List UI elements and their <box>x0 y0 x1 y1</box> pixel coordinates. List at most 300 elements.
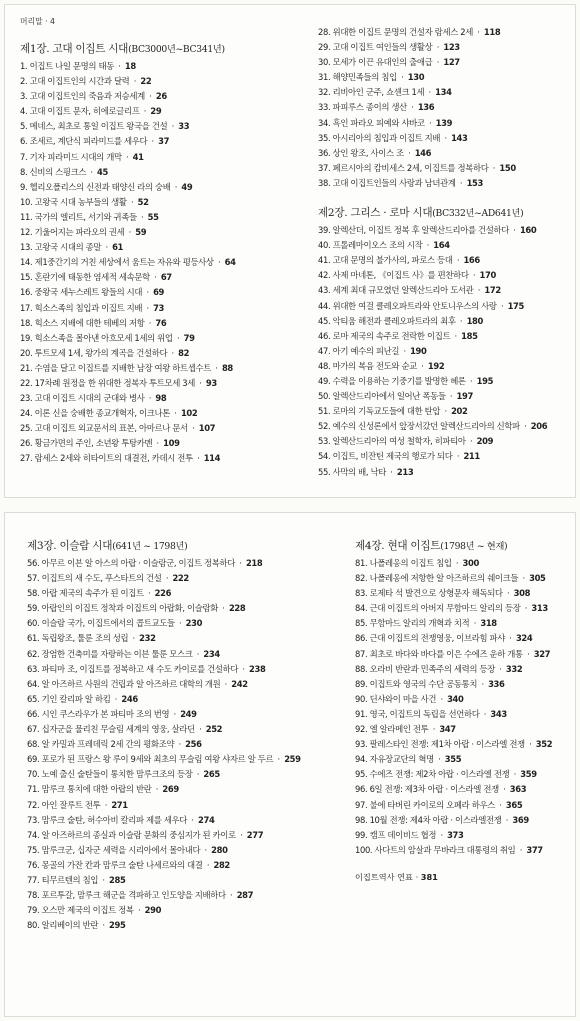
toc-separator: · <box>507 633 514 644</box>
toc-entry <box>20 436 298 451</box>
toc-entry <box>318 70 573 85</box>
toc-entry <box>355 843 573 858</box>
toc-entry-title: 19. 힉소스족을 몰아낸 아흐모세 1세의 위업 <box>20 332 173 343</box>
toc-entry-title: 74. 알 아즈하르의 종실과 이슬람 문화의 중심지가 된 카이로 <box>27 829 236 840</box>
toc-entry <box>20 225 298 240</box>
toc-entry-title: 55. 사막의 배, 낙타 <box>318 466 386 477</box>
toc-entry-title: 59. 아랍인의 이집트 정착과 이집트의 아랍화, 이슬람화 <box>27 603 218 614</box>
toc-entry-page: 308 <box>513 588 531 599</box>
toc-entry-title: 27. 람세스 2세와 히타이트의 대결전, 카데시 전투 <box>20 453 193 464</box>
toc-entry-title: 57. 이집트의 새 수도, 푸스타트의 건설 <box>27 573 162 584</box>
toc-separator: · <box>100 874 108 885</box>
toc-separator: · <box>447 391 455 402</box>
toc-entry-title: 46. 로마 제국의 속주로 전락한 이집트 <box>318 330 451 341</box>
toc-entry-page: 79 <box>183 332 195 343</box>
toc-entry <box>27 813 335 828</box>
toc-entry <box>27 798 335 813</box>
toc-separator: · <box>146 91 154 102</box>
toc-entry-page: 123 <box>443 42 460 53</box>
toc-entry-page: 45 <box>97 166 109 177</box>
toc-entry-page: 359 <box>520 769 537 780</box>
toc-separator: · <box>220 603 227 614</box>
toc-entry-page: 324 <box>515 633 533 644</box>
toc-entry-page: 287 <box>236 890 254 901</box>
toc-entry-page: 55 <box>147 211 159 222</box>
toc-separator: · <box>189 423 197 434</box>
toc-entry-title: 54. 이집트, 비잔틴 제국의 행로가 되다 <box>318 451 453 462</box>
toc-entry-page: 18 <box>124 61 136 71</box>
toc-entry-page: 277 <box>246 829 264 840</box>
toc-entry-page: 332 <box>505 663 523 674</box>
toc-entry-title: 69. 포로가 된 프랑스 왕 루이 9세와 최초의 무슬림 여왕 샤자르 알 두르 <box>27 754 274 765</box>
toc-entry <box>27 828 335 843</box>
toc-separator: · <box>526 739 534 750</box>
toc-separator: · <box>490 162 498 173</box>
toc-entry-page: 49 <box>181 181 193 192</box>
toc-entry-page: 313 <box>531 603 548 614</box>
toc-separator: · <box>438 829 446 840</box>
toc-entry-title: 63. 파티마 조, 이집트를 정복하고 새 수도 카이로를 건설하다 <box>27 663 239 674</box>
toc-entry <box>355 707 573 722</box>
toc-separator: · <box>169 347 177 358</box>
toc-entry <box>318 146 573 161</box>
toc-entry <box>318 404 573 419</box>
toc-entry-title: 9. 헬리오폴리스의 신전과 태양신 라의 숭배 <box>20 181 171 192</box>
toc-entry-page: 305 <box>529 573 546 584</box>
toc-separator: · <box>172 408 179 419</box>
toc-entry-title: 42. 사제 마네톤, 《이집트 사》를 편찬하다 <box>318 270 469 281</box>
toc-entry-title: 30. 모세가 이끈 유대인의 출애급 <box>318 57 433 68</box>
toc-entry-title: 43. 세계 최대 규모였던 알렉산드리아 도서관 <box>318 285 474 296</box>
toc-entry-title: 88. 오라비 반란과 민족주의 세력의 등장 <box>355 663 495 674</box>
toc-separator: · <box>131 76 139 87</box>
toc-separator: · <box>149 136 157 147</box>
toc-entry <box>318 374 573 389</box>
toc-entry-page: 130 <box>407 72 425 83</box>
chapter-period: (641년 ~ 1798년) <box>112 541 188 552</box>
toc-separator: · <box>454 451 462 462</box>
toc-separator: · <box>522 603 530 614</box>
toc-separator: · <box>144 287 152 298</box>
toc-separator: · <box>194 648 202 659</box>
toc-right-column <box>318 25 573 480</box>
toc-entry-title: 28. 위대한 이집트 문명의 건설자 람세스 2세 <box>318 27 473 37</box>
toc-separator: · <box>438 693 446 704</box>
toc-entry-page: 249 <box>180 708 197 719</box>
toc-entry-title: 26. 황금가면의 주인, 소년왕 투탕카멘 <box>20 438 153 449</box>
toc-separator: · <box>176 618 184 629</box>
toc-entry <box>20 104 298 119</box>
toc-separator: · <box>102 799 110 810</box>
toc-separator: · <box>189 814 196 825</box>
toc-entry-page: 175 <box>507 300 525 311</box>
toc-entry-title: 100. 사다트의 암살과 무바라크 대통령의 취임 <box>355 844 516 855</box>
toc-entry-title: 13. 고왕국 시대의 종말 <box>20 242 102 253</box>
toc-entry-page: 88 <box>221 362 233 373</box>
toc-entry <box>20 150 298 165</box>
toc-separator: · <box>145 588 153 599</box>
toc-separator: · <box>442 406 450 417</box>
toc-entry-title: 83. 로제타 석 발견으로 상형문자 해독되다 <box>355 588 503 599</box>
toc-separator: · <box>434 42 442 53</box>
toc-entry-title: 53. 알렉산드리아의 여성 철학자, 히파티아 <box>318 436 466 447</box>
toc-entry-page: 280 <box>211 844 228 855</box>
toc-separator: · <box>194 769 202 780</box>
toc-entry <box>318 25 573 40</box>
toc-entry-page: 271 <box>111 799 128 810</box>
toc-separator: · <box>171 708 179 719</box>
toc-entry-page: 160 <box>519 225 537 236</box>
toc-entry-title: 4. 고대 이집트 문자, 히에로글리프 <box>20 106 140 117</box>
toc-entry <box>318 434 573 449</box>
toc-separator: · <box>202 844 210 855</box>
toc-entry-title: 96. 6일 전쟁: 제3차 아랍 · 이스라엘 전쟁 <box>355 784 499 795</box>
toc-entry <box>318 314 573 329</box>
toc-separator: · <box>457 177 465 188</box>
toc-separator: · <box>521 421 529 432</box>
toc-entry-page: 190 <box>410 345 427 356</box>
toc-entry-title: 23. 고대 이집트 시대의 군대와 병사 <box>20 393 145 404</box>
toc-entry <box>27 843 335 858</box>
toc-separator: · <box>138 211 146 222</box>
preface-entry: 머리말 · 4 <box>20 17 56 26</box>
toc-entry <box>355 647 573 662</box>
toc-entry-page: 139 <box>435 117 453 128</box>
toc-entry <box>318 55 573 70</box>
toc-entry-title: 6. 조세르, 계단식 피라미드를 세우다 <box>20 136 148 147</box>
chapter-title: 제4장. 현대 이집트 <box>355 540 441 552</box>
toc-entry <box>318 465 573 480</box>
toc-separator: · <box>418 360 426 371</box>
toc-separator: · <box>430 724 438 735</box>
toc-separator: · <box>471 618 479 629</box>
toc-entry-page: 192 <box>427 360 445 371</box>
toc-separator: · <box>435 754 443 765</box>
toc-entry-page: 134 <box>435 87 452 98</box>
toc-separator: · <box>467 436 475 447</box>
chapter-title: 제2장. 그리스 · 로마 시대 <box>318 207 433 220</box>
toc-entry-title: 67. 십자군을 물리친 무슬림 세계의 영웅, 살라딘 <box>27 724 195 735</box>
toc-entry <box>318 161 573 176</box>
toc-entry <box>20 331 298 346</box>
toc-entry-title: 38. 고대 이집트인들의 사랑과 남녀관계 <box>318 177 456 188</box>
toc-separator: · <box>240 663 248 674</box>
toc-separator: · <box>141 106 149 117</box>
toc-entry-page: 256 <box>185 739 202 750</box>
toc-entry-page: 377 <box>526 844 543 855</box>
toc-entry-title: 89. 이집트와 영국의 수단 공동통치 <box>355 678 478 689</box>
toc-separator: · <box>467 375 475 386</box>
toc-entry-page: 33 <box>178 121 190 132</box>
toc-entry-page: 146 <box>414 147 432 158</box>
toc-separator: · <box>169 121 177 132</box>
toc-separator: · <box>504 588 512 599</box>
toc-left-column <box>27 536 335 933</box>
toc-entry <box>355 556 573 571</box>
toc-entry-page: 369 <box>512 814 529 825</box>
chapter-2-heading <box>318 203 573 223</box>
toc-separator: · <box>237 558 244 568</box>
toc-entry-title: 82. 나폴레옹에 저항한 알 아즈하르의 쉐이크들 <box>355 573 519 584</box>
toc-entry-title: 1. 이집트 나일 문명의 태동 <box>20 61 114 71</box>
toc-entry <box>355 616 573 631</box>
toc-separator: · <box>126 227 134 238</box>
toc-entry-title: 39. 알렉산더, 이집트 정복 후 알렉산드리아를 건설하다 <box>318 225 509 236</box>
toc-separator: · <box>517 844 525 855</box>
toc-entry-page: 29 <box>150 106 162 117</box>
toc-separator: · <box>434 57 442 68</box>
toc-entry-page: 202 <box>451 406 468 417</box>
toc-separator: · <box>387 466 395 477</box>
toc-entry-page: 347 <box>439 724 456 735</box>
chapter-3-heading <box>27 536 335 556</box>
toc-entry <box>20 361 298 376</box>
toc-entry <box>27 918 335 933</box>
toc-entry-title: 18. 힉소스 지배에 대한 테베의 저항 <box>20 317 145 328</box>
chapter-2-list <box>318 223 573 480</box>
toc-entry-title: 66. 시인 쿠스라우가 본 파티마 조의 번영 <box>27 708 170 719</box>
toc-entry-page: 211 <box>463 451 480 462</box>
toc-entry <box>20 89 298 104</box>
toc-entry <box>318 359 573 374</box>
toc-entry-title: 7. 기자 피라미드 시대의 개막 <box>20 151 122 162</box>
toc-entry-title: 78. 포르투갈, 맘루크 해군을 격파하고 인도양을 지배하다 <box>27 890 226 901</box>
toc-entry <box>27 601 335 616</box>
toc-entry-page: 209 <box>476 436 494 447</box>
toc-entry-page: 69 <box>153 287 165 298</box>
toc-entry-title: 49. 수력을 이용하는 기중기를 발명한 헤론 <box>318 375 466 386</box>
toc-separator: · <box>479 678 487 689</box>
toc-entry <box>318 116 573 131</box>
toc-separator: · <box>424 240 432 251</box>
toc-entry-page: 180 <box>466 315 483 326</box>
toc-separator: · <box>130 633 138 644</box>
appendix-page: 381 <box>420 871 438 882</box>
toc-entry-page: 127 <box>443 57 460 68</box>
toc-entry <box>355 571 573 586</box>
toc-entry-page: 295 <box>109 920 126 931</box>
toc-entry-title: 94. 자유장교단의 혁명 <box>355 754 434 765</box>
toc-entry-title: 24. 이론 신을 숭배한 종교개혁자, 이크나톤 <box>20 408 170 419</box>
toc-entry-title: 21. 수염을 달고 이집트를 지배한 남장 여왕 하트셉수트 <box>20 362 211 373</box>
toc-entry-page: 269 <box>162 784 179 795</box>
toc-entry-page: 274 <box>197 814 215 825</box>
toc-entry <box>20 119 298 134</box>
toc-entry-page: 93 <box>205 377 217 388</box>
toc-entry-page: 228 <box>228 603 246 614</box>
toc-entry-page: 114 <box>203 453 221 464</box>
toc-separator: · <box>135 905 143 916</box>
toc-entry <box>20 406 298 421</box>
toc-separator: · <box>151 272 159 283</box>
toc-entry-title: 45. 악티움 해전과 클레오파트라의 최후 <box>318 315 456 326</box>
toc-entry-page: 300 <box>462 558 479 568</box>
toc-entry-title: 35. 아시리아의 침입과 이집트 지배 <box>318 132 441 143</box>
toc-entry-page: 232 <box>139 633 156 644</box>
toc-separator: · <box>405 147 413 158</box>
chapter-1-heading <box>20 39 298 59</box>
toc-entry <box>355 586 573 601</box>
chapter-4-heading <box>355 536 573 556</box>
toc-entry-page: 197 <box>456 391 473 402</box>
toc-entry-title: 81. 나폴레옹의 이집트 침입 <box>355 558 452 568</box>
toc-entry <box>20 180 298 195</box>
toc-entry <box>27 722 335 737</box>
toc-separator: · <box>481 708 489 719</box>
chapter-3-list <box>27 556 335 933</box>
toc-separator: · <box>408 102 416 113</box>
toc-entry-title: 20. 투트모세 1세, 왕가의 계곡을 건설하다 <box>20 347 168 358</box>
toc-entry-title: 95. 수에즈 전쟁: 제2차 아랍 · 이스라엘 전쟁 <box>355 769 510 780</box>
toc-entry <box>318 253 573 268</box>
toc-entry-page: 143 <box>451 132 468 143</box>
toc-entry <box>20 165 298 180</box>
toc-entry <box>20 376 298 391</box>
chapter-period: (1798년 ~ 현재) <box>440 541 508 552</box>
toc-entry-title: 65. 기인 칼리파 알 하킴 <box>27 693 111 704</box>
toc-entry-title: 84. 근대 이집트의 아버지 무함마드 알리의 등장 <box>355 603 521 614</box>
toc-entry-title: 25. 고대 이집트 외교문서의 표본, 아마르나 문서 <box>20 423 188 434</box>
toc-entry <box>355 828 573 843</box>
toc-entry-page: 150 <box>499 162 516 173</box>
toc-entry <box>27 571 335 586</box>
toc-separator: · <box>174 332 182 343</box>
toc-entry <box>20 255 298 270</box>
toc-separator: · <box>227 890 235 901</box>
toc-entry-page: 242 <box>231 678 248 689</box>
toc-entry <box>20 74 298 89</box>
chapter-4-list <box>355 556 573 858</box>
toc-entry <box>318 449 573 464</box>
toc-entry <box>355 767 573 782</box>
toc-entry <box>318 85 573 100</box>
toc-entry <box>27 737 335 752</box>
toc-entry <box>27 873 335 888</box>
toc-entry-page: 107 <box>198 423 216 434</box>
toc-entry-page: 153 <box>466 177 483 188</box>
toc-entry <box>27 631 335 646</box>
toc-entry-title: 60. 이슬람 국가, 이집트에서의 콥트교도들 <box>27 618 175 629</box>
toc-entry-page: 61 <box>112 242 124 253</box>
toc-entry-page: 206 <box>530 421 548 432</box>
toc-entry-page: 318 <box>480 618 497 629</box>
toc-separator: · <box>457 315 465 326</box>
toc-entry-title: 80. 알리베이의 반란 <box>27 920 99 931</box>
toc-entry-title: 91. 영국, 이집트의 독립을 선언하다 <box>355 708 480 719</box>
toc-page-bottom <box>4 512 576 1017</box>
toc-entry-title: 12. 기울어지는 파라오의 권세 <box>20 227 125 238</box>
toc-entry <box>355 813 573 828</box>
toc-entry <box>355 798 573 813</box>
toc-entry-title: 70. 노예 출신 술탄들이 통치한 맘루크조의 등장 <box>27 769 193 780</box>
toc-entry <box>318 329 573 344</box>
toc-entry-page: 282 <box>213 859 230 870</box>
toc-entry-title: 71. 맘루크 통치에 대한 아랍의 반란 <box>27 784 152 795</box>
toc-entry <box>27 616 335 631</box>
toc-entry-page: 164 <box>433 240 450 251</box>
toc-entry <box>355 782 573 797</box>
toc-entry-page: 290 <box>144 905 162 916</box>
toc-entry-page: 73 <box>153 302 165 313</box>
toc-entry <box>27 692 335 707</box>
toc-entry <box>20 301 298 316</box>
toc-separator: · <box>496 799 504 810</box>
toc-entry-title: 90. 딘샤와이 마을 사건 <box>355 693 437 704</box>
toc-entry-page: 59 <box>135 227 147 238</box>
toc-entry-title: 61. 독립왕조, 툴룬 조의 성립 <box>27 633 129 644</box>
toc-entry <box>20 421 298 436</box>
chapter-period: (BC3000년~BC341년) <box>128 44 225 55</box>
toc-entry <box>20 346 298 361</box>
toc-entry-title: 77. 티무르텐의 침입 <box>27 874 99 885</box>
toc-entry-title: 31. 해양민족들의 침입 <box>318 72 397 83</box>
toc-entry <box>318 299 573 314</box>
toc-separator: · <box>194 453 202 464</box>
toc-entry-page: 102 <box>180 408 198 419</box>
toc-entry-title: 92. 엘 알라메인 전투 <box>355 724 429 735</box>
toc-entry-page: 226 <box>154 588 172 599</box>
toc-entry <box>318 419 573 434</box>
chapter-1-list <box>20 59 298 467</box>
toc-separator: · <box>452 330 460 341</box>
toc-separator: · <box>163 573 171 584</box>
toc-separator: · <box>474 27 482 37</box>
toc-entry-page: 213 <box>396 466 414 477</box>
toc-separator: · <box>222 678 230 689</box>
toc-entry-page: 230 <box>185 618 203 629</box>
toc-entry-title: 72. 아인 잘루트 전투 <box>27 799 101 810</box>
toc-separator: · <box>453 558 461 568</box>
toc-entry <box>318 223 573 238</box>
toc-entry <box>27 586 335 601</box>
toc-entry-page: 222 <box>172 573 189 584</box>
toc-entry-page: 98 <box>155 393 167 404</box>
toc-entry <box>318 176 573 191</box>
toc-entry-page: 76 <box>155 317 167 328</box>
toc-separator: · <box>172 181 180 192</box>
toc-entry-page: 41 <box>132 151 144 162</box>
toc-separator: · <box>275 754 283 765</box>
toc-entry-title: 51. 로마의 기독교도들에 대한 탄압 <box>318 406 441 417</box>
chapter-title: 제1장. 고대 이집트 시대 <box>20 43 129 55</box>
toc-separator: · <box>213 362 220 373</box>
toc-entry <box>318 131 573 146</box>
toc-entry-title: 76. 몽골의 가잔 칸과 맘루크 술탄 나세르와의 대결 <box>27 859 203 870</box>
toc-entry-page: 285 <box>109 874 126 885</box>
toc-entry-title: 98. 10월 전쟁: 제4차 아랍 · 이스라엘전쟁 <box>355 814 502 825</box>
toc-separator: · <box>426 117 434 128</box>
toc-entry-title: 22. 17차례 원정을 한 위대한 정복자 투트모세 3세 <box>20 377 195 388</box>
toc-entry-page: 109 <box>163 438 180 449</box>
toc-separator: · <box>470 270 478 281</box>
toc-entry-title: 64. 알 아즈하르 사원의 건립과 알 아즈하르 대학의 개원 <box>27 678 221 689</box>
toc-entry-page: 52 <box>137 196 149 207</box>
toc-entry-page: 355 <box>444 754 462 765</box>
toc-entry <box>318 238 573 253</box>
toc-entry <box>20 210 298 225</box>
toc-entry-page: 336 <box>488 678 505 689</box>
toc-entry-page: 67 <box>160 272 172 283</box>
toc-entry-page: 185 <box>461 330 478 341</box>
toc-entry <box>355 722 573 737</box>
toc-entry-title: 85. 무함마드 알리의 개혁과 치적 <box>355 618 470 629</box>
toc-entry-title: 16. 중왕국 세누스레트 왕들의 시대 <box>20 287 143 298</box>
toc-separator: · <box>146 317 154 328</box>
toc-entry <box>318 344 573 359</box>
toc-entry <box>20 195 298 210</box>
toc-entry <box>20 134 298 149</box>
toc-entry <box>27 556 335 571</box>
